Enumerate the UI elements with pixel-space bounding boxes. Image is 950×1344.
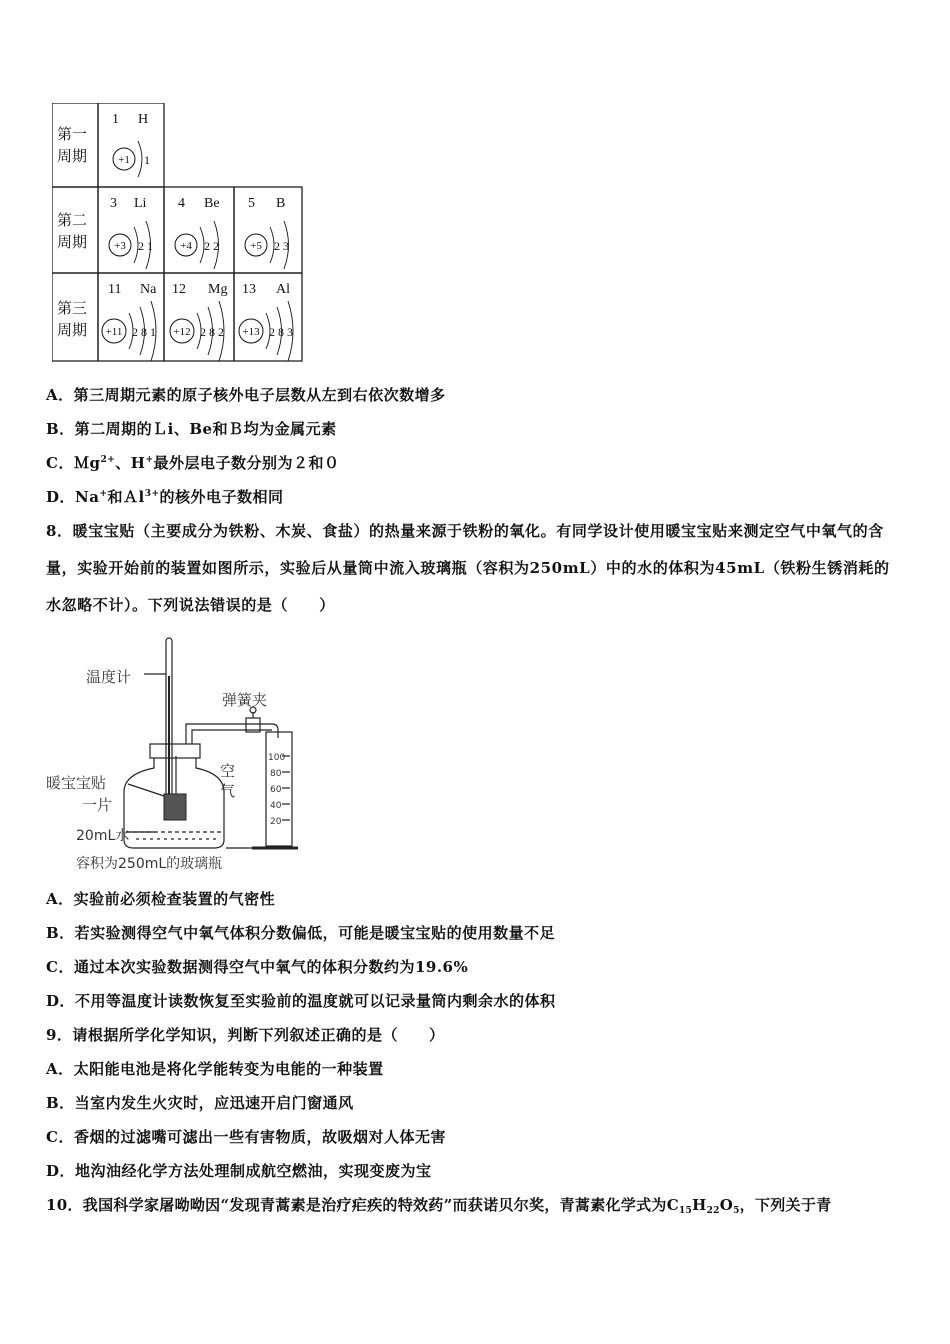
- nucleus-charge: +5: [250, 240, 262, 252]
- label-pad-line1: 暖宝宝贴: [46, 774, 107, 792]
- q7-option-d-pre: D．Na: [46, 488, 100, 506]
- formula-subscript: 5: [733, 1206, 740, 1216]
- nucleus-charge: +3: [114, 240, 126, 252]
- formula-subscript: 22: [706, 1206, 720, 1216]
- electron-shells: 1: [144, 153, 150, 167]
- q9-option-d: D．地沟油经化学方法处理制成航空燃油，实现变废为宝: [46, 1162, 432, 1180]
- q8-option-b: B．若实验测得空气中氧气体积分数偏低，可能是暖宝宝贴的使用数量不足: [46, 924, 556, 942]
- label-thermometer: 温度计: [86, 668, 132, 686]
- element-number: 12: [172, 282, 186, 297]
- charge-superscript: 2+: [100, 455, 116, 465]
- periodic-table-figure: [52, 103, 304, 367]
- element-number: 3: [110, 196, 117, 211]
- element-symbol: Na: [140, 282, 157, 297]
- label-air-1: 空: [220, 762, 236, 780]
- element-number: 4: [178, 196, 185, 211]
- q7-option-d-mid: 和Ａl: [107, 488, 145, 506]
- electron-shells: 2 8 1: [132, 325, 156, 339]
- nucleus-charge: +11: [105, 326, 123, 338]
- electron-shells: 2 3: [274, 239, 289, 253]
- apparatus-figure: [46, 636, 316, 880]
- formula-subscript: 15: [678, 1206, 693, 1216]
- q9-stem: 9．请根据所学化学知识，判断下列叙述正确的是（ ）: [46, 1026, 445, 1044]
- scale-label: 60: [270, 785, 282, 795]
- nucleus-charge: +12: [173, 326, 191, 338]
- electron-shells: 2 8 2: [200, 325, 224, 339]
- formula-o: O: [719, 1196, 734, 1214]
- q7-option-a: A．第三周期元素的原子核外电子层数从左到右依次数增多: [46, 386, 446, 404]
- element-symbol: H: [138, 112, 149, 127]
- q7-option-c: [46, 452, 340, 473]
- q7-option-b: B．第二周期的Ｌi、Be和Ｂ均为金属元素: [46, 420, 337, 438]
- q9-option-a: A．太阳能电池是将化学能转变为电能的一种装置: [46, 1060, 384, 1078]
- electron-shells: 2 2: [204, 239, 219, 253]
- label-air-2: 气: [220, 782, 236, 800]
- q9-option-c: C．香烟的过滤嘴可滤出一些有害物质，故吸烟对人体无害: [46, 1128, 446, 1146]
- row-label-2-bottom: 周期: [57, 235, 88, 251]
- q7-option-d: [46, 486, 284, 507]
- nucleus-charge: +4: [180, 240, 192, 252]
- q10-stem: [46, 1194, 831, 1215]
- element-number: 13: [242, 282, 256, 297]
- label-bottle: 容积为250mL的玻璃瓶: [76, 856, 223, 872]
- row-label-1-bottom: 周期: [57, 149, 88, 165]
- q8-option-c: C．通过本次实验数据测得空气中氧气的体积分数约为19.6%: [46, 958, 469, 976]
- element-symbol: B: [276, 196, 286, 211]
- label-clamp: 弹簧夹: [222, 691, 268, 709]
- q9-option-b: B．当室内发生火灾时，应迅速开启门窗通风: [46, 1094, 354, 1112]
- row-label-3-top: 第三: [57, 301, 88, 317]
- row-label-3-bottom: 周期: [57, 323, 88, 339]
- scale-label: 100: [268, 753, 286, 763]
- q7-option-c-pre: C．Ｍg: [46, 454, 101, 472]
- nucleus-charge: +1: [118, 154, 130, 166]
- electron-shells: 2 8 3: [269, 325, 293, 339]
- electron-shells: 2 1: [138, 239, 153, 253]
- scale-label: 80: [270, 769, 282, 779]
- element-symbol: Al: [276, 282, 290, 297]
- row-label-2-top: 第二: [57, 213, 88, 229]
- nucleus-charge: +13: [242, 326, 260, 338]
- q8-option-d: D．不用等温度计读数恢复至实验前的温度就可以记录量筒内剩余水的体积: [46, 992, 556, 1010]
- q10-stem-pre: 10．我国科学家屠呦呦因“发现青蒿素是治疗疟疾的特效药”而获诺贝尔奖，青蒿素化学式为C: [46, 1196, 679, 1214]
- label-pad-line2: 一片: [82, 796, 113, 814]
- q7-option-c-mid: 、H: [115, 454, 146, 472]
- charge-superscript: +: [145, 455, 154, 465]
- q8-stem: 8．暖宝宝贴（主要成分为铁粉、木炭、食盐）的热量来源于铁粉的氧化。有同学设计使用暖宝宝贴来测定空气中氧气的含量，实验开始前的装置如图所示，实验后从量筒中流入玻璃瓶（容积为250mL）中的水的体积为45mL（铁粉生锈消耗的水忽略不计）。下列说法错误的是（ ）: [46, 522, 890, 614]
- element-number: 5: [248, 196, 255, 211]
- q7-option-d-post: 的核外电子数相同: [159, 488, 284, 506]
- q7-option-c-post: 最外层电子数分别为２和０: [153, 454, 340, 472]
- element-symbol: Li: [134, 196, 147, 211]
- row-label-1-top: 第一: [57, 127, 88, 143]
- element-symbol: Mg: [208, 282, 228, 297]
- q10-stem-post: ，下列关于青: [739, 1196, 832, 1214]
- charge-superscript: +: [99, 489, 108, 499]
- q8-option-a: A．实验前必须检查装置的气密性: [46, 890, 276, 908]
- element-symbol: Be: [204, 196, 220, 211]
- scale-label: 20: [270, 817, 282, 827]
- label-water: 20mL水: [76, 828, 130, 844]
- charge-superscript: 3+: [144, 489, 160, 499]
- element-number: 1: [112, 112, 119, 127]
- formula-h: H: [692, 1196, 707, 1214]
- scale-label: 40: [270, 801, 282, 811]
- element-number: 11: [108, 282, 122, 297]
